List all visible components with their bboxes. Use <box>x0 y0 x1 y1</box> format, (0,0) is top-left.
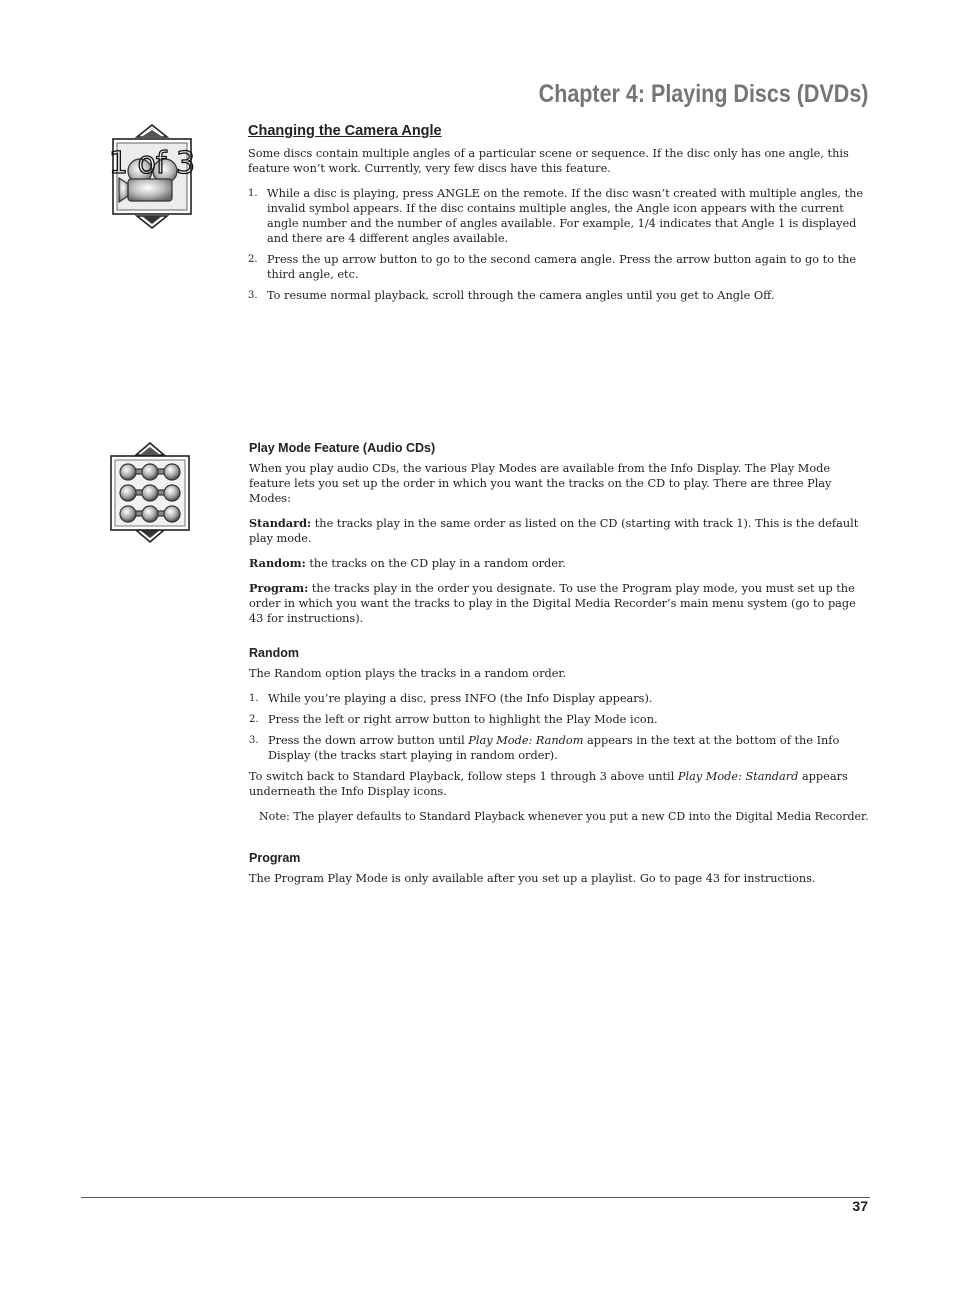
list-item: 1. While you’re playing a disc, press INFO (the Info Display appears). <box>249 692 653 705</box>
program-mode-description: Program: the tracks play in the order you designate. To use the Program play mode, you must set up the order in which you want the tracks to play in the Digital Media Recorder’s main menu system (go to page 43 for instructions). <box>249 581 856 625</box>
program-text: The Program Play Mode is only available after you set up a playlist. Go to page 43 for instructions. <box>249 872 816 885</box>
camera-angle-icon <box>110 124 194 230</box>
random-intro: The Random option plays the tracks in a random order. <box>249 667 567 680</box>
note: Note: The player defaults to Standard Playback whenever you put a new CD into the Digital Media Recorder. <box>259 810 869 823</box>
camera-angle-section <box>248 123 868 303</box>
random-section <box>249 646 869 824</box>
camera-angle-intro: Some discs contain multiple angles of a particular scene or sequence. If the disc only has one angle, this feature won’t work. Currently, very few discs have this feature. <box>248 147 849 175</box>
list-item: 3. To resume normal playback, scroll through the camera angles until you get to Angle Off. <box>248 289 775 302</box>
list-item: 3. Press the down arrow button until Play Mode: Random appears in the text at the bottom of the Info Display (the tracks start playing in random order). <box>249 734 840 762</box>
play-mode-intro: When you play audio CDs, the various Play Modes are available from the Info Display. The Play Mode feature lets you set up the order in which you want the tracks on the CD to play. There are three Play Modes: <box>249 462 832 505</box>
list-item: 2. Press the left or right arrow button to highlight the Play Mode icon. <box>249 713 658 726</box>
list-item: 2. Press the up arrow button to go to the second camera angle. Press the arrow button again to go to the third angle, etc. <box>248 253 857 281</box>
standard-mode-description: Standard: the tracks play in the same order as listed on the CD (starting with track 1). This is the default play mode. <box>249 516 859 545</box>
random-mode-description: Random: the tracks on the CD play in a random order. <box>249 556 566 570</box>
program-section <box>249 851 869 886</box>
footer-divider <box>81 1197 870 1198</box>
random-steps <box>249 691 869 763</box>
play-mode-heading: Play Mode Feature (Audio CDs) <box>249 441 436 455</box>
random-heading: Random <box>249 646 299 660</box>
list-item: 1. While a disc is playing, press ANGLE on the remote. If the disc wasn’t created with multiple angles, the invalid symbol appears. If the disc contains multiple angles, the Angle icon appears with the current angle number and the number of angles available. For example, 1/4 indicates that Angle 1 is displayed and there are 4 different angles available. <box>248 187 864 245</box>
camera-angle-heading: Changing the Camera Angle <box>248 123 442 139</box>
page-number: 37 <box>852 1198 868 1214</box>
chapter-title: Chapter 4: Playing Discs (DVDs) <box>538 80 868 108</box>
play-mode-section <box>249 441 869 626</box>
program-heading: Program <box>249 851 301 865</box>
play-mode-icon <box>108 442 192 544</box>
angle-count-text: 1 of 3 <box>110 146 194 181</box>
switch-back-instructions: To switch back to Standard Playback, follow steps 1 through 3 above until Play Mode: Standard appears underneath the Info Display icons. <box>249 770 848 798</box>
camera-angle-steps <box>248 186 868 303</box>
